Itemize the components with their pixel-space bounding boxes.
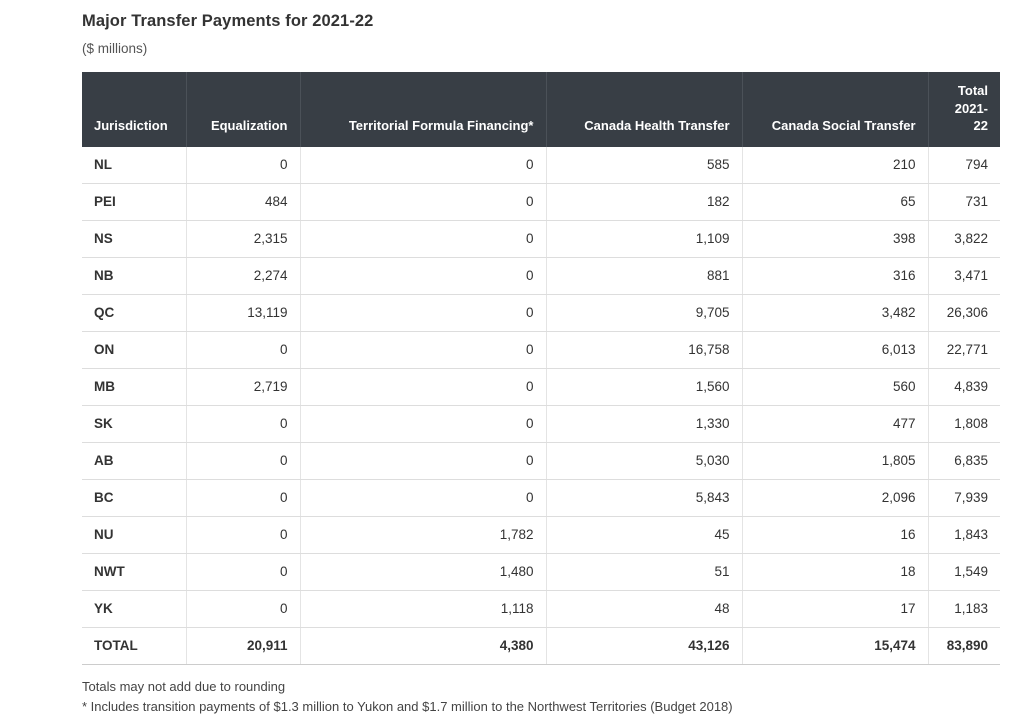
cell-jurisdiction: AB: [82, 442, 186, 479]
cell-cht: 51: [546, 553, 742, 590]
table-row: [82, 442, 1000, 479]
units-subtitle: ($ millions): [82, 41, 148, 56]
cell-total: 794: [928, 147, 1000, 184]
cell-jurisdiction: ON: [82, 331, 186, 368]
cell-cst: 3,482: [742, 294, 928, 331]
table-body: [82, 147, 1000, 665]
cell-cht: 881: [546, 257, 742, 294]
footnote-transition-payments: * Includes transition payments of $1.3 million to Yukon and $1.7 million to the Northwest Territories (Budget 2018): [82, 699, 733, 715]
table-row: [82, 183, 1000, 220]
cell-cst: 6,013: [742, 331, 928, 368]
cell-cst: 560: [742, 368, 928, 405]
cell-cht: 16,758: [546, 331, 742, 368]
cell-total: 1,843: [928, 516, 1000, 553]
table-row: [82, 479, 1000, 516]
column-header-equalization: Equalization: [186, 72, 300, 147]
cell-equalization: 484: [186, 183, 300, 220]
cell-equalization: 2,315: [186, 220, 300, 257]
table-row: [82, 368, 1000, 405]
cell-total: 22,771: [928, 331, 1000, 368]
cell-cht: 5,030: [546, 442, 742, 479]
cell-equalization: 0: [186, 442, 300, 479]
cell-jurisdiction: BC: [82, 479, 186, 516]
column-header-territorial-formula-financing: Territorial Formula Financing*: [300, 72, 546, 147]
cell-tff: 0: [300, 183, 546, 220]
cell-jurisdiction: QC: [82, 294, 186, 331]
cell-equalization: 2,719: [186, 368, 300, 405]
cell-cst: 17: [742, 590, 928, 627]
cell-tff: 0: [300, 257, 546, 294]
cell-jurisdiction: SK: [82, 405, 186, 442]
cell-tff: 0: [300, 442, 546, 479]
cell-cst: 398: [742, 220, 928, 257]
table-row: [82, 553, 1000, 590]
column-header-total: Total 2021-22: [928, 72, 1000, 147]
cell-total: 4,839: [928, 368, 1000, 405]
table-row: [82, 516, 1000, 553]
cell-jurisdiction: NU: [82, 516, 186, 553]
cell-equalization: 0: [186, 405, 300, 442]
cell-total: 3,822: [928, 220, 1000, 257]
cell-cht: 9,705: [546, 294, 742, 331]
cell-cht: 585: [546, 147, 742, 184]
cell-tff: 0: [300, 405, 546, 442]
cell-total: 3,471: [928, 257, 1000, 294]
cell-cht-total: 43,126: [546, 627, 742, 664]
table-row: [82, 331, 1000, 368]
cell-tff: 1,480: [300, 553, 546, 590]
cell-cst: 1,805: [742, 442, 928, 479]
cell-equalization: 0: [186, 479, 300, 516]
table-row: [82, 257, 1000, 294]
cell-cht: 45: [546, 516, 742, 553]
cell-equalization: 0: [186, 553, 300, 590]
cell-equalization-total: 20,911: [186, 627, 300, 664]
table-total-row: [82, 627, 1000, 664]
cell-equalization: 0: [186, 331, 300, 368]
footnotes: [82, 677, 990, 718]
cell-jurisdiction: YK: [82, 590, 186, 627]
cell-tff: 0: [300, 368, 546, 405]
cell-tff: 0: [300, 479, 546, 516]
page-title: Major Transfer Payments for 2021-22: [82, 12, 374, 30]
column-header-canada-social-transfer: Canada Social Transfer: [742, 72, 928, 147]
cell-cst: 2,096: [742, 479, 928, 516]
major-transfer-payments-table: [82, 72, 1000, 665]
table-row: [82, 405, 1000, 442]
column-header-canada-health-transfer: Canada Health Transfer: [546, 72, 742, 147]
table-row: [82, 294, 1000, 331]
table-header-row: [82, 72, 1000, 147]
cell-cst: 65: [742, 183, 928, 220]
cell-jurisdiction: NL: [82, 147, 186, 184]
cell-tff: 1,118: [300, 590, 546, 627]
cell-total-total: 83,890: [928, 627, 1000, 664]
cell-tff: 0: [300, 331, 546, 368]
cell-jurisdiction: PEI: [82, 183, 186, 220]
cell-total: 1,183: [928, 590, 1000, 627]
column-header-jurisdiction: Jurisdiction: [82, 72, 186, 147]
cell-cst: 16: [742, 516, 928, 553]
cell-cst: 18: [742, 553, 928, 590]
cell-cht: 182: [546, 183, 742, 220]
cell-equalization: 13,119: [186, 294, 300, 331]
table-header: [82, 72, 1000, 147]
cell-cht: 5,843: [546, 479, 742, 516]
cell-cht: 48: [546, 590, 742, 627]
cell-equalization: 2,274: [186, 257, 300, 294]
footnote-rounding: Totals may not add due to rounding: [82, 678, 286, 694]
table-row: [82, 220, 1000, 257]
cell-total: 26,306: [928, 294, 1000, 331]
table-row: [82, 590, 1000, 627]
cell-cht: 1,560: [546, 368, 742, 405]
cell-jurisdiction: MB: [82, 368, 186, 405]
cell-cst-total: 15,474: [742, 627, 928, 664]
cell-cht: 1,330: [546, 405, 742, 442]
cell-equalization: 0: [186, 147, 300, 184]
table-row: [82, 147, 1000, 184]
cell-jurisdiction: NS: [82, 220, 186, 257]
cell-tff: 1,782: [300, 516, 546, 553]
cell-jurisdiction: NB: [82, 257, 186, 294]
cell-total: 731: [928, 183, 1000, 220]
cell-tff: 0: [300, 294, 546, 331]
cell-jurisdiction-total: TOTAL: [82, 627, 186, 664]
cell-cst: 210: [742, 147, 928, 184]
cell-tff: 0: [300, 147, 546, 184]
cell-equalization: 0: [186, 590, 300, 627]
cell-cst: 477: [742, 405, 928, 442]
cell-total: 1,808: [928, 405, 1000, 442]
cell-cst: 316: [742, 257, 928, 294]
cell-cht: 1,109: [546, 220, 742, 257]
cell-tff: 0: [300, 220, 546, 257]
cell-equalization: 0: [186, 516, 300, 553]
cell-jurisdiction: NWT: [82, 553, 186, 590]
cell-total: 1,549: [928, 553, 1000, 590]
cell-total: 7,939: [928, 479, 1000, 516]
cell-tff-total: 4,380: [300, 627, 546, 664]
cell-total: 6,835: [928, 442, 1000, 479]
